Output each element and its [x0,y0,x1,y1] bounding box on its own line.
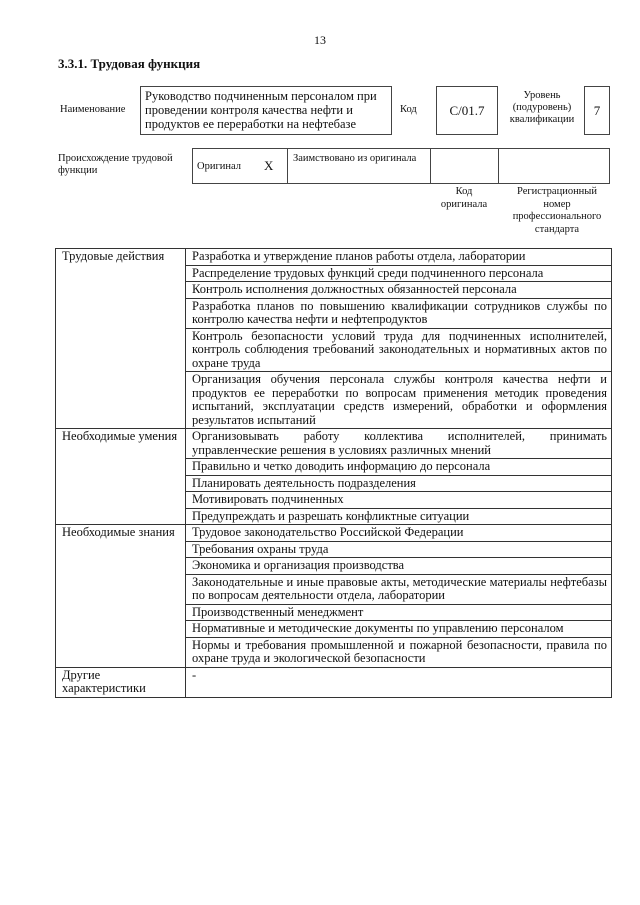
category-label: Трудовые действия [56,249,186,429]
category-item: Планировать деятельность подразделения [186,475,612,492]
labor-function-table [55,248,612,698]
origin-row [192,148,610,184]
code-original-caption: Код оригинала [440,186,488,210]
section-heading: 3.3.1. Трудовая функция [58,56,201,71]
category-item: - [186,667,612,697]
code-label: Код [400,104,417,115]
category-item: Трудовое законодательство Российской Федерации [186,525,612,542]
category-item: Требования охраны труда [186,541,612,558]
category-item: Законодательные и иные правовые акты, методические материалы нефтебазы по вопросам деятельности отдела, лаборатории [186,574,612,604]
code-value: C/01.7 [436,86,498,135]
page-number: 13 [314,33,326,47]
table-row [56,525,612,542]
category-item: Контроль безопасности условий труда для подчиненных исполнителей, контроль соблюдения требований законодательных и нормативных актов по охране труда [186,328,612,372]
original-mark: X [264,158,274,173]
name-label: Наименование [60,104,126,115]
category-item: Контроль исполнения должностных обязанностей персонала [186,282,612,299]
category-item: Производственный менеджмент [186,604,612,621]
category-item: Организация обучения персонала службы контроля качества нефти и продуктов ее переработки по вопросам применения методик проведения испытаний, эксплуатации средств измерений, обработки и оформления результатов испытаний [186,372,612,429]
name-value: Руководство подчиненным персоналом при проведении контроля качества нефти и продуктов ее переработки на нефтебазе [140,86,392,135]
category-label: Необходимые знания [56,525,186,668]
level-value: 7 [584,86,610,135]
category-item: Правильно и четко доводить информацию до персонала [186,459,612,476]
table-row [56,667,612,697]
category-item: Предупреждать и разрешать конфликтные ситуации [186,508,612,525]
category-item: Распределение трудовых функций среди подчиненного персонала [186,265,612,282]
category-item: Организовывать работу коллектива исполнителей, принимать управленческие решения в условиях различных мнений [186,429,612,459]
original-label: Оригинал [197,161,241,172]
category-item: Нормы и требования промышленной и пожарной безопасности, правила по охране труда и экологической безопасности [186,637,612,667]
table-row [56,249,612,266]
reg-number-caption: Регистрационный номер профессионального стандарта [512,186,602,235]
category-item: Мотивировать подчиненных [186,492,612,509]
level-label: Уровень (подуровень) квалификации [509,90,575,125]
table-row [56,429,612,459]
category-item: Разработка планов по повышению квалификации сотрудников службы по контролю качества нефти и нефтепродуктов [186,298,612,328]
category-item: Экономика и организация производства [186,558,612,575]
category-label: Необходимые умения [56,429,186,525]
category-item: Разработка и утверждение планов работы отдела, лаборатории [186,249,612,266]
borrowed-label: Заимствовано из оригинала [293,153,417,164]
origin-label: Происхождение трудовой функции [58,153,173,176]
category-label: Другие характеристики [56,667,186,697]
category-item: Нормативные и методические документы по управлению персоналом [186,621,612,638]
